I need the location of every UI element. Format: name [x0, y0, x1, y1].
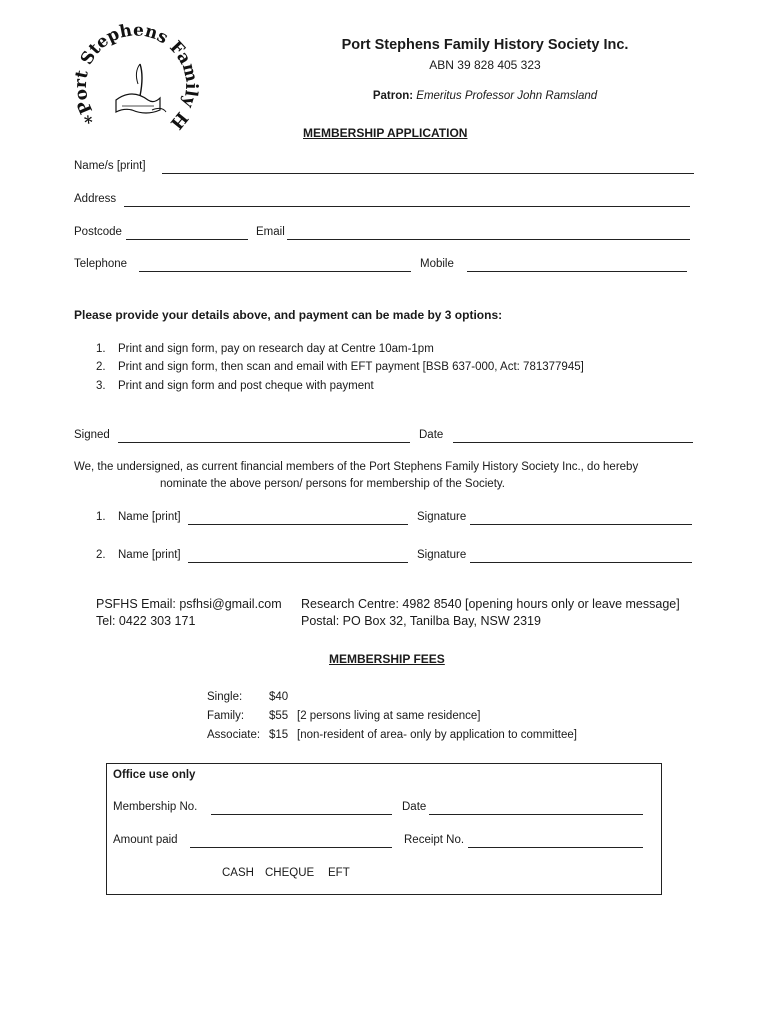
fee-amount: $15 [269, 729, 289, 741]
abn: ABN 39 828 405 323 [429, 58, 541, 72]
quill-icon [116, 64, 166, 113]
address-field[interactable] [124, 206, 690, 207]
date-label: Date [419, 429, 444, 441]
postcode-field[interactable] [126, 239, 248, 240]
mobile-label: Mobile [420, 258, 454, 270]
fee-amount: $55 [269, 710, 289, 722]
address-label: Address [74, 193, 117, 205]
svg-text:*Port Stephens Family History [62, 18, 201, 133]
contact-research-centre: Research Centre: 4982 8540 [opening hours only or leave message] [301, 597, 680, 611]
nominator-signature-label: Signature [417, 511, 467, 523]
fee-label: Single: [207, 691, 243, 703]
payment-option: 2. Print and sign form, then scan and email with EFT payment [BSB 637-000, Act: 781377945] [96, 361, 584, 373]
email-label: Email [256, 226, 285, 238]
nominator-signature-label: Signature [417, 549, 467, 561]
office-use-box [106, 763, 662, 895]
nomination-text-2: nominate the above person/ persons for membership of the Society. [160, 478, 505, 490]
nomination-text-1: We, the undersigned, as current financial members of the Port Stephens Family History Society Inc., do hereby [74, 461, 639, 473]
nominator-2-name-field[interactable] [188, 562, 408, 563]
payment-option: 3. Print and sign form and post cheque with payment [96, 380, 374, 392]
names-field[interactable] [162, 173, 694, 174]
office-date-field[interactable] [429, 814, 643, 815]
form-title: MEMBERSHIP APPLICATION [303, 126, 468, 140]
signed-label: Signed [74, 429, 110, 441]
amount-paid-field[interactable] [190, 847, 392, 848]
nominator-1-signature-field[interactable] [470, 524, 692, 525]
fee-note: [2 persons living at same residence] [297, 710, 481, 722]
payment-method-cash[interactable]: CASH [222, 867, 254, 879]
signed-field[interactable] [118, 442, 410, 443]
amount-paid-label: Amount paid [113, 834, 178, 846]
nominator-name-label: 2. Name [print] [96, 549, 181, 561]
fee-note: [non-resident of area- only by application to committee] [297, 729, 577, 741]
nominator-2-signature-field[interactable] [470, 562, 692, 563]
receipt-no-label: Receipt No. [404, 834, 465, 846]
payment-option: 1. Print and sign form, pay on research day at Centre 10am-1pm [96, 343, 434, 355]
date-field[interactable] [453, 442, 693, 443]
membership-no-field[interactable] [211, 814, 392, 815]
org-name: Port Stephens Family History Society Inc. [341, 37, 629, 53]
patron-label: Patron: [372, 90, 414, 102]
office-title: Office use only [113, 769, 196, 781]
email-field[interactable] [287, 239, 690, 240]
nominator-name-label: 1. Name [print] [96, 511, 181, 523]
fees-title: MEMBERSHIP FEES [329, 652, 445, 666]
mobile-field[interactable] [467, 271, 687, 272]
contact-email: PSFHS Email: psfhsi@gmail.com [96, 597, 282, 611]
patron-name: Emeritus Professor John Ramsland [416, 90, 598, 102]
society-logo [62, 18, 210, 144]
membership-no-label: Membership No. [113, 801, 198, 813]
payment-method-eft[interactable]: EFT [328, 867, 350, 879]
patron-line [300, 90, 670, 102]
telephone-label: Telephone [74, 258, 128, 270]
fee-label: Family: [207, 710, 245, 722]
receipt-no-field[interactable] [468, 847, 643, 848]
nominator-1-name-field[interactable] [188, 524, 408, 525]
fee-label: Associate: [207, 729, 261, 741]
contact-postal: Postal: PO Box 32, Tanilba Bay, NSW 2319 [301, 614, 541, 628]
telephone-field[interactable] [139, 271, 411, 272]
postcode-label: Postcode [74, 226, 122, 238]
contact-tel: Tel: 0422 303 171 [96, 614, 196, 628]
fee-amount: $40 [269, 691, 289, 703]
payment-heading: Please provide your details above, and payment can be made by 3 options: [74, 308, 503, 322]
names-label: Name/s [print] [74, 160, 146, 172]
office-date-label: Date [402, 801, 427, 813]
payment-method-cheque[interactable]: CHEQUE [265, 867, 315, 879]
logo-text: *Port Stephens Family H [70, 20, 202, 133]
